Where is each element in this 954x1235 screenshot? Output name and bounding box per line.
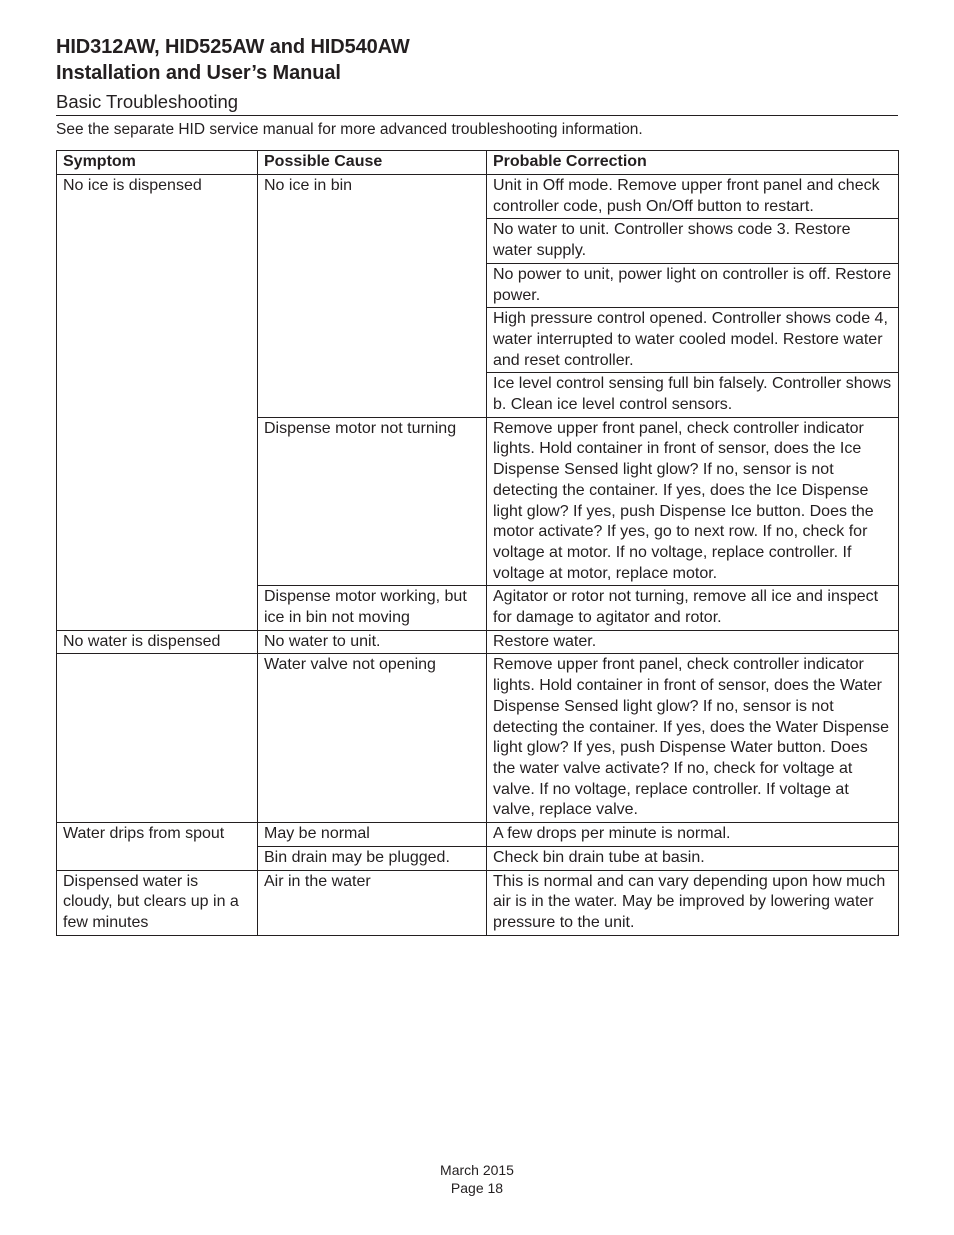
footer-page-number: Page 18 bbox=[450, 1180, 504, 1196]
document-title: HID312AW, HID525AW and HID540AW bbox=[56, 36, 410, 58]
footer-date: March 2015 bbox=[440, 1162, 514, 1178]
symptom-cell: Water drips from spout bbox=[57, 823, 258, 870]
header-probable-correction: Probable Correction bbox=[487, 151, 899, 175]
symptom-cell: No ice is dispensed bbox=[57, 175, 258, 631]
correction-cell: Unit in Off mode. Remove upper front panel and check controller code, push On/Off button to restart. bbox=[487, 175, 899, 219]
cause-cell: Air in the water bbox=[258, 870, 487, 935]
intro-text: See the separate HID service manual for more advanced troubleshooting information. bbox=[56, 121, 643, 138]
table-row bbox=[57, 654, 899, 823]
symptom-cell bbox=[57, 654, 258, 823]
cause-cell: Dispense motor working, but ice in bin not moving bbox=[258, 586, 487, 630]
correction-cell: Remove upper front panel, check controller indicator lights. Hold container in front of sensor, does the Ice Dispense Sensed light glow? If no, sensor is not detecting the container. If yes, does the Ice Dispense light glow? If yes, push Dispense Ice button. Does the motor activate? If yes, go to next row. If no, check for voltage at motor. If no voltage, replace controller. If voltage at motor, replace motor. bbox=[487, 417, 899, 586]
cause-cell: May be normal bbox=[258, 823, 487, 847]
header-possible-cause: Possible Cause bbox=[258, 151, 487, 175]
correction-cell: Check bin drain tube at basin. bbox=[487, 846, 899, 870]
section-title: Basic Troubleshooting bbox=[56, 91, 239, 112]
correction-cell: Agitator or rotor not turning, remove all ice and inspect for damage to agitator and rotor. bbox=[487, 586, 899, 630]
correction-cell: This is normal and can vary depending upon how much air is in the water. May be improved by lowering water pressure to the unit. bbox=[487, 870, 899, 935]
correction-cell: Restore water. bbox=[487, 630, 899, 654]
table-row bbox=[57, 630, 899, 654]
correction-cell: No power to unit, power light on controller is off. Restore power. bbox=[487, 263, 899, 307]
correction-cell: Ice level control sensing full bin falsely. Controller shows b. Clean ice level control sensors. bbox=[487, 373, 899, 417]
table-row bbox=[57, 175, 899, 219]
table-header-row bbox=[57, 151, 899, 175]
cause-cell: Water valve not opening bbox=[258, 654, 487, 823]
table-row bbox=[57, 823, 899, 847]
correction-cell: High pressure control opened. Controller shows code 4, water interrupted to water cooled model. Restore water and reset controller. bbox=[487, 308, 899, 373]
symptom-cell: No water is dispensed bbox=[57, 630, 258, 654]
table-row bbox=[57, 870, 899, 935]
troubleshooting-table bbox=[56, 150, 899, 936]
symptom-cell: Dispensed water is cloudy, but clears up in a few minutes bbox=[57, 870, 258, 935]
cause-cell: Dispense motor not turning bbox=[258, 417, 487, 586]
correction-cell: A few drops per minute is normal. bbox=[487, 823, 899, 847]
correction-cell: Remove upper front panel, check controller indicator lights. Hold container in front of sensor, does the Water Dispense Sensed light glow? If no, sensor is not detecting the container. If yes, does the Water Dispense light glow? If yes, push Dispense Water button. Does the water valve activate? If no, check for voltage at valve. If no voltage, replace controller. If voltage at valve, replace valve. bbox=[487, 654, 899, 823]
header-rule bbox=[56, 115, 898, 116]
cause-cell: Bin drain may be plugged. bbox=[258, 846, 487, 870]
cause-cell: No ice in bin bbox=[258, 175, 487, 418]
header-symptom: Symptom bbox=[57, 151, 258, 175]
cause-cell: No water to unit. bbox=[258, 630, 487, 654]
document-subtitle: Installation and User’s Manual bbox=[56, 62, 341, 84]
correction-cell: No water to unit. Controller shows code 3. Restore water supply. bbox=[487, 219, 899, 263]
